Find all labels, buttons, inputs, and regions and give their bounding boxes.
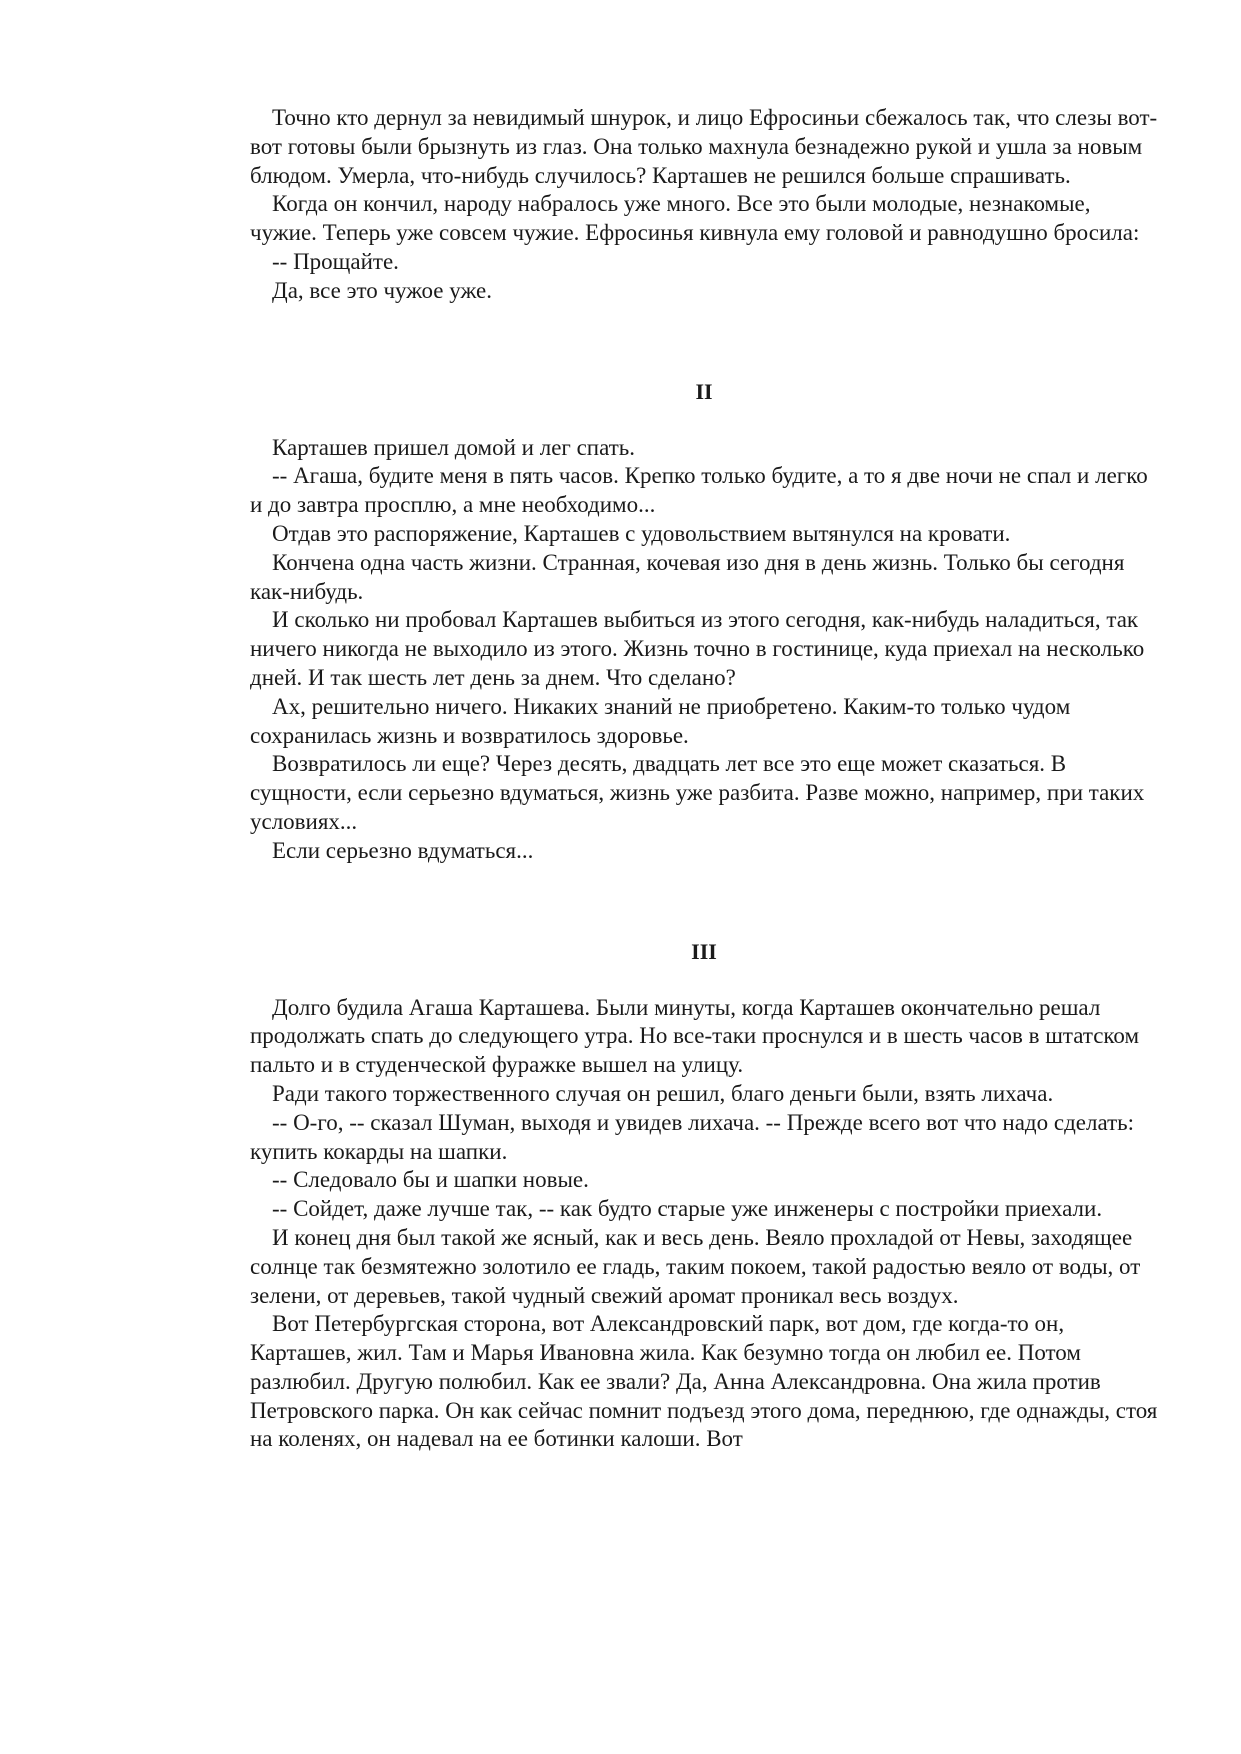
paragraph: Кончена одна часть жизни. Странная, кочевая изо дня в день жизнь. Только бы сегодня как-нибудь. (250, 549, 1125, 604)
paragraph: И конец дня был такой же ясный, как и весь день. Веяло прохладой от Невы, заходящее солнце так безмятежно золотило ее гладь, таким покоем, такой радостью веяло от воды, от зелени, от деревьев, такой чудный свежий аромат проникал весь воздух. (250, 1224, 1141, 1308)
section-3 (250, 994, 1158, 1455)
paragraph: Если серьезно вдуматься... (272, 837, 534, 863)
paragraph: -- Прощайте. (272, 248, 399, 274)
paragraph: -- О-го, -- сказал Шуман, выходя и увидев лихача. -- Прежде всего вот что надо сделать: купить кокарды на шапки. (250, 1109, 1134, 1164)
spacer (250, 966, 1158, 994)
paragraph: -- Следовало бы и шапки новые. (272, 1167, 589, 1193)
chapter-heading-3: III (691, 938, 717, 964)
paragraph: -- Сойдет, даже лучше так, -- как будто старые уже инженеры с постройки приехали. (272, 1196, 1103, 1222)
section-1 (250, 104, 1158, 306)
spacer (250, 406, 1158, 434)
chapter-heading-2: II (695, 378, 713, 404)
document-page (250, 104, 1158, 1454)
paragraph: -- Агаша, будите меня в пять часов. Крепко только будите, а то я две ночи не спал и легко и до завтра просплю, а мне необходимо... (250, 463, 1148, 518)
paragraph: Долго будила Агаша Карташева. Были минуты, когда Карташев окончательно решал продолжать спать до следующего утра. Но все-таки проснулся и в шесть часов в штатском пальто и в студенческой фуражке вышел на улицу. (250, 994, 1140, 1078)
paragraph: Да, все это чужое уже. (272, 277, 493, 303)
spacer (250, 306, 1158, 378)
paragraph: Карташев пришел домой и лег спать. (272, 434, 636, 460)
paragraph: Ради такого торжественного случая он решил, благо деньги были, взять лихача. (272, 1080, 1054, 1106)
paragraph: И сколько ни пробовал Карташев выбиться из этого сегодня, как-нибудь наладиться, так ничего никогда не выходило из этого. Жизнь точно в гостинице, куда приехал на несколько дней. И так шесть лет день за днем. Что сделано? (250, 607, 1145, 690)
paragraph: Когда он кончил, народу набралось уже много. Все это были молодые, незнакомые, чужие. Теперь уже совсем чужие. Ефросинья кивнула ему головой и равнодушно бросила: (250, 191, 1140, 246)
paragraph: Возвратилось ли еще? Через десять, двадцать лет все это еще может сказаться. В сущности, если серьезно вдуматься, жизнь уже разбита. Разве можно, например, при таких условиях... (250, 751, 1145, 834)
paragraph: Ах, решительно ничего. Никаких знаний не приобретено. Каким-то только чудом сохранилась жизнь и возвратилось здоровье. (250, 693, 1071, 748)
paragraph: Точно кто дернул за невидимый шнурок, и лицо Ефросиньи сбежалось так, что слезы вот-вот готовы были брызнуть из глаз. Она только махнула безнадежно рукой и ушла за новым блюдом. Умерла, что-нибудь случилось? Карташев не решился больше спрашивать. (250, 105, 1158, 188)
section-2 (250, 434, 1158, 866)
paragraph: Вот Петербургская сторона, вот Александровский парк, вот дом, где когда-то он, Карташев, жил. Там и Марья Ивановна жила. Как безумно тогда он любил ее. Потом разлюбил. Другую полюбил. Как ее звали? Да, Анна Александровна. Она жила против Петровского парка. Он как сейчас помнит подъезд этого дома, переднюю, где однажды, стоя на коленях, он надевал на ее ботинки калоши. Вот (250, 1311, 1158, 1452)
spacer (250, 866, 1158, 938)
paragraph: Отдав это распоряжение, Карташев с удовольствием вытянулся на кровати. (272, 520, 1011, 546)
